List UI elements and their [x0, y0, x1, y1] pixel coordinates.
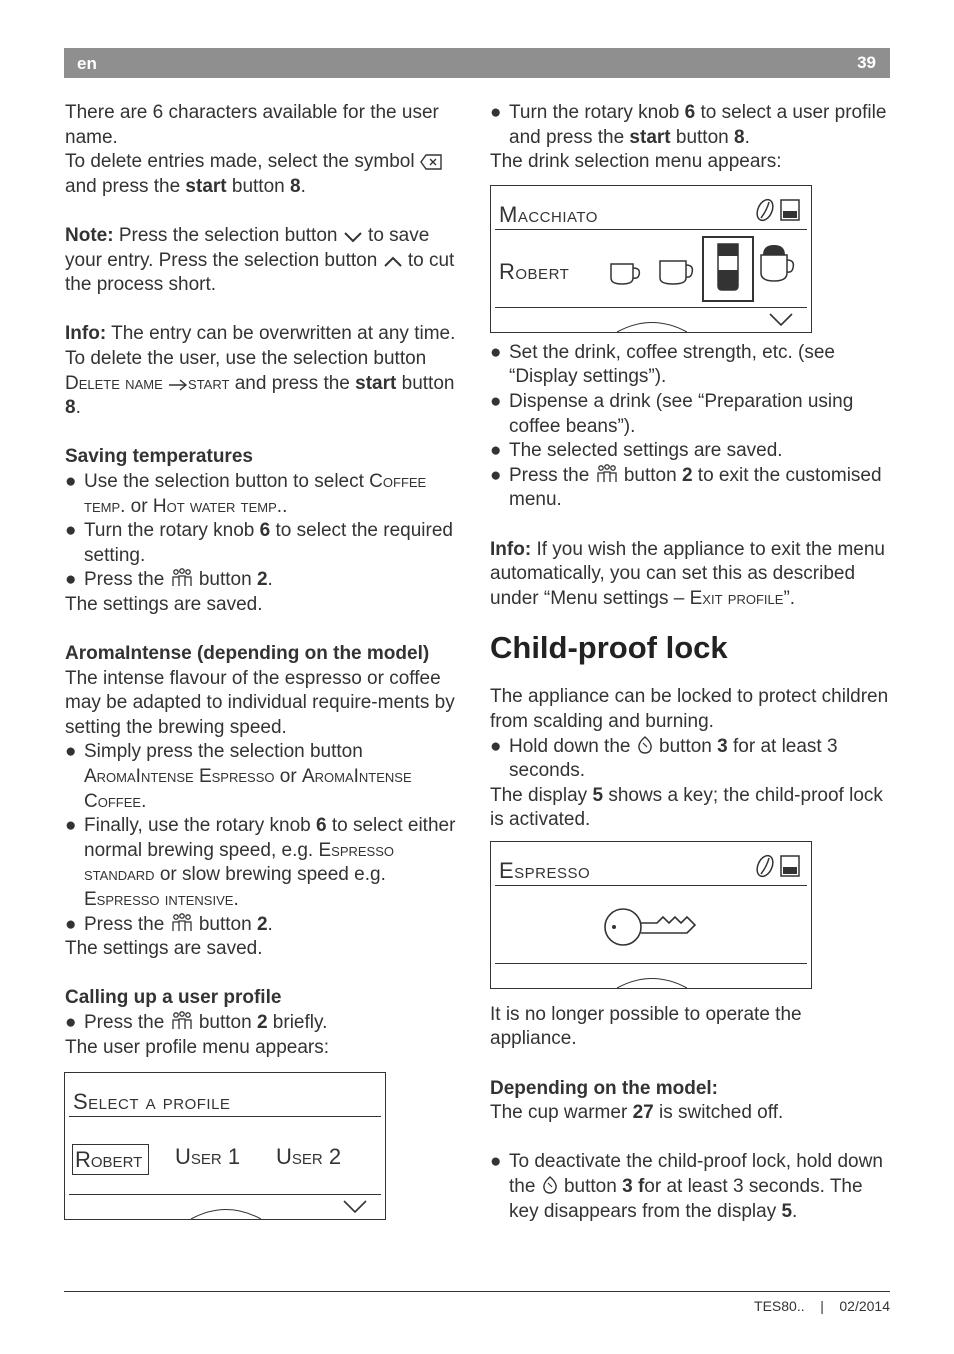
list-item: ● To deactivate the child-proof lock, hold down the button 3 for at least 3 seconds. The key disappears from the display 5. — [490, 1151, 883, 1222]
paragraph: It is no longer possible to operate the appliance. — [490, 1003, 802, 1050]
espresso-cup-icon[interactable] — [609, 260, 645, 288]
delete-symbol-icon — [420, 154, 442, 170]
list-item: ● Turn the rotary knob 6 to select a user profile and press the start button 8. — [490, 102, 887, 148]
page-header — [64, 48, 890, 78]
display-child-lock — [490, 841, 812, 989]
paragraph: The settings are saved. — [65, 593, 263, 615]
left-column — [65, 101, 465, 1220]
list-item: ● Press the button 2. — [65, 569, 273, 591]
chevron-down-icon — [768, 312, 794, 328]
list-item: ● Use the selection button to select Coffee temp. or Hot water temp.. — [65, 470, 427, 517]
note-paragraph: Note: Press the selection button to save your entry. Press the selection button to cut the process short. — [65, 224, 455, 296]
display-title: Select a profile — [73, 1089, 231, 1115]
coffee-strength-icon — [755, 196, 805, 224]
paragraph: The display 5 shows a key; the child-proof lock is activated. — [490, 784, 883, 831]
cappuccino-cup-icon[interactable] — [757, 243, 797, 289]
paragraph: To delete the user, use the selection button Delete name start and press the start button 8. — [65, 347, 455, 419]
user-profile-icon — [595, 464, 619, 484]
display-notch — [617, 321, 687, 333]
child-lock-button-icon — [541, 1175, 559, 1195]
paragraph: To delete entries made, select the symbol and press the start button 8. — [65, 150, 465, 199]
chevron-down-icon — [343, 230, 363, 244]
user-profile-icon — [170, 1011, 194, 1031]
list-item: ● Press the button 2. — [65, 913, 273, 935]
display-drink-menu — [490, 185, 812, 333]
section-heading: Calling up a user profile — [65, 987, 282, 1009]
display-profile-menu — [64, 1072, 386, 1220]
list-item: ● Simply press the selection button AromaIntense Espresso or AromaIntense Coffee. — [65, 741, 412, 812]
profile-option[interactable]: User 2 — [276, 1144, 342, 1170]
macchiato-glass-icon — [712, 242, 744, 294]
page-number: 39 — [857, 53, 876, 72]
user-profile-icon — [170, 913, 194, 933]
section-heading: AromaIntense (depending on the model) — [65, 643, 430, 665]
list-item: ● The selected settings are saved. — [490, 440, 783, 462]
key-icon — [603, 906, 703, 948]
profile-option-selected[interactable]: Robert — [72, 1144, 149, 1175]
display-title: Macchiato — [499, 201, 598, 227]
list-item: ● Turn the rotary knob 6 to select the required setting. — [65, 520, 453, 566]
paragraph: The intense flavour of the espresso or coffee may be adapted to individual require-ments by setting the brewing speed. — [65, 667, 455, 738]
chevron-down-icon — [342, 1199, 368, 1215]
child-lock-button-icon — [636, 735, 654, 755]
list-item: ● Press the button 2 briefly. — [65, 1011, 328, 1033]
page-footer: TES80.. | 02/2014 — [754, 1298, 890, 1314]
profile-option[interactable]: User 1 — [175, 1144, 241, 1170]
paragraph: The user profile menu appears: — [65, 1036, 330, 1058]
section-title: Child-proof lock — [490, 630, 728, 666]
selected-drink-frame[interactable] — [702, 236, 754, 302]
section-heading: Depending on the model: — [490, 1077, 718, 1099]
info-paragraph: Info: If you wish the appliance to exit the menu automatically, you can set this as described under “Menu settings – Exit profile”. — [490, 538, 885, 609]
right-column — [490, 101, 890, 1224]
list-item: ● Press the button 2 to exit the customised menu. — [490, 464, 882, 511]
user-profile-icon — [170, 568, 194, 588]
arrow-right-icon — [168, 378, 188, 392]
display-title: Espresso — [499, 857, 591, 883]
paragraph: The settings are saved. — [65, 938, 263, 960]
coffee-strength-icon — [755, 852, 805, 880]
list-item: ● Set the drink, coffee strength, etc. (see “Display settings”). — [490, 341, 835, 388]
language-code: en — [77, 54, 97, 73]
display-notch — [617, 977, 687, 989]
paragraph: The cup warmer 27 is switched off. — [490, 1102, 784, 1124]
footer-divider — [64, 1291, 890, 1292]
paragraph: The appliance can be locked to protect children from scalding and burning. — [490, 686, 889, 732]
list-item: ● Finally, use the rotary knob 6 to select either normal brewing speed, e.g. Espresso standard or slow brewing speed e.g. Espresso intensive. — [65, 815, 456, 910]
list-item: ● Hold down the button 3 for at least 3 seconds. — [490, 735, 838, 782]
user-name: Robert — [499, 258, 570, 284]
paragraph: The drink selection menu appears: — [490, 151, 782, 173]
list-item: ● Dispense a drink (see “Preparation using coffee beans”). — [490, 390, 854, 437]
chevron-up-icon — [383, 255, 403, 269]
paragraph: There are 6 characters available for the user name. — [65, 102, 439, 148]
display-notch — [191, 1208, 261, 1220]
coffee-cup-icon[interactable] — [658, 258, 696, 288]
section-heading: Saving temperatures — [65, 446, 253, 468]
info-paragraph: Info: The entry can be overwritten at any time. — [65, 323, 456, 345]
